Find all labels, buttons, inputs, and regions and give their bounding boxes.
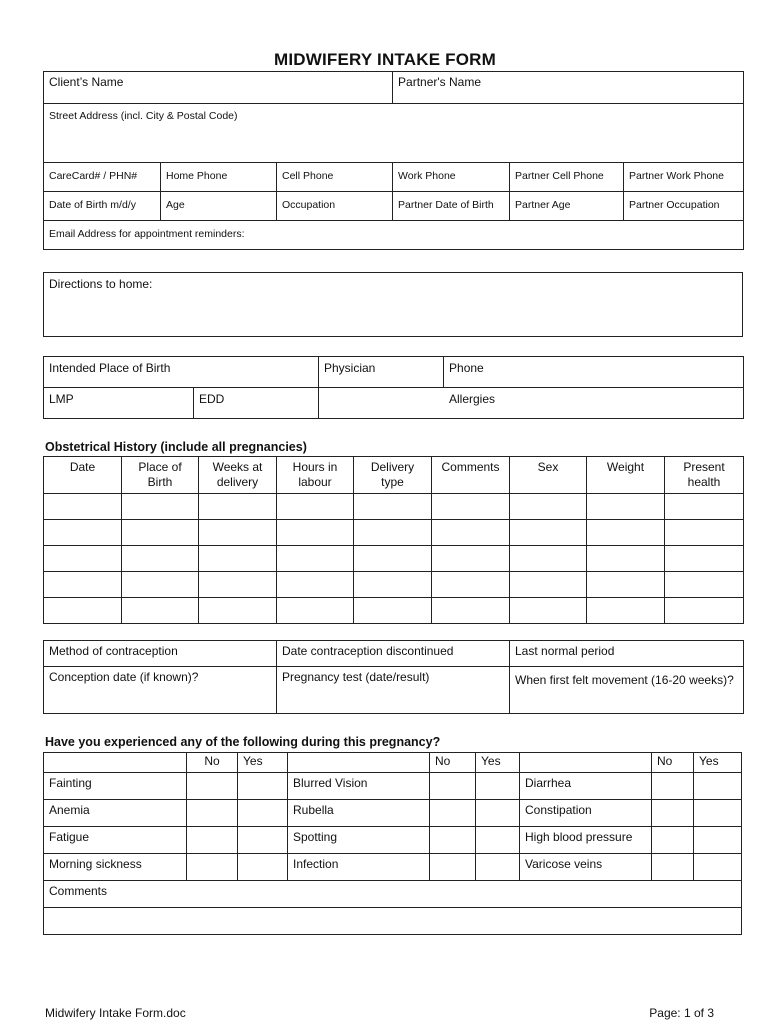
- yes-checkbox[interactable]: [694, 854, 742, 881]
- no-header: No: [430, 753, 476, 773]
- work-phone-field[interactable]: Work Phone: [393, 163, 510, 192]
- method-of-contraception-field[interactable]: Method of contraception: [44, 641, 277, 667]
- partners-name-field[interactable]: Partner's Name: [393, 72, 744, 104]
- no-header: No: [187, 753, 238, 773]
- table-cell[interactable]: [432, 572, 510, 598]
- table-cell[interactable]: [122, 494, 199, 520]
- symptom-constipation: Constipation: [520, 800, 652, 827]
- clients-name-field[interactable]: Client’s Name: [44, 72, 393, 104]
- partner-age-field[interactable]: Partner Age: [510, 192, 624, 221]
- table-cell[interactable]: [510, 572, 587, 598]
- date-discontinued-field[interactable]: Date contraception discontinued: [277, 641, 510, 667]
- symptom-fatigue: Fatigue: [44, 827, 187, 854]
- no-header: No: [652, 753, 694, 773]
- symptom-row: [44, 800, 742, 827]
- table-cell[interactable]: [432, 598, 510, 624]
- intended-place-field[interactable]: Intended Place of Birth: [44, 357, 319, 388]
- table-cell[interactable]: [277, 572, 354, 598]
- edd-field[interactable]: EDD: [194, 388, 319, 419]
- table-cell[interactable]: [432, 494, 510, 520]
- table-cell[interactable]: [44, 494, 122, 520]
- col-delivery-type: Delivery type: [354, 457, 432, 494]
- table-cell[interactable]: [665, 494, 744, 520]
- obstetrical-table: [43, 456, 744, 624]
- yes-header: Yes: [694, 753, 742, 773]
- table-cell[interactable]: [354, 572, 432, 598]
- table-cell[interactable]: [277, 494, 354, 520]
- yes-checkbox[interactable]: [476, 827, 520, 854]
- col-weight: Weight: [587, 457, 665, 494]
- symptom-rubella: Rubella: [288, 800, 430, 827]
- table-row: [44, 546, 744, 572]
- footer-page-number: Page: 1 of 3: [649, 1006, 714, 1020]
- partner-work-phone-field[interactable]: Partner Work Phone: [624, 163, 744, 192]
- yes-checkbox[interactable]: [694, 827, 742, 854]
- symptom-infection: Infection: [288, 854, 430, 881]
- table-row: [44, 494, 744, 520]
- table-cell[interactable]: [199, 520, 277, 546]
- table-cell[interactable]: [122, 546, 199, 572]
- age-field[interactable]: Age: [161, 192, 277, 221]
- table-cell[interactable]: [510, 546, 587, 572]
- table-cell[interactable]: [510, 494, 587, 520]
- client-info-table: [43, 71, 744, 250]
- table-cell[interactable]: [432, 546, 510, 572]
- table-cell[interactable]: [665, 598, 744, 624]
- table-cell[interactable]: [354, 494, 432, 520]
- no-checkbox[interactable]: [652, 773, 694, 800]
- symptom-anemia: Anemia: [44, 800, 187, 827]
- birth-plan-table: [43, 356, 744, 419]
- col-sex: Sex: [510, 457, 587, 494]
- no-checkbox[interactable]: [187, 773, 238, 800]
- table-cell[interactable]: [587, 572, 665, 598]
- partner-cell-phone-field[interactable]: Partner Cell Phone: [510, 163, 624, 192]
- col-hours-in-labour: Hours in labour: [277, 457, 354, 494]
- table-cell[interactable]: [510, 520, 587, 546]
- table-cell[interactable]: [277, 546, 354, 572]
- yes-checkbox[interactable]: [476, 854, 520, 881]
- yes-header: Yes: [238, 753, 288, 773]
- col-date: Date: [44, 457, 122, 494]
- table-cell[interactable]: [587, 598, 665, 624]
- table-cell[interactable]: [354, 520, 432, 546]
- physician-field[interactable]: Physician: [319, 357, 444, 388]
- first-movement-field[interactable]: When first felt movement (16-20 weeks)?: [510, 667, 744, 714]
- lmp-field[interactable]: LMP: [44, 388, 194, 419]
- table-cell[interactable]: [199, 598, 277, 624]
- partner-dob-field[interactable]: Partner Date of Birth: [393, 192, 510, 221]
- table-cell[interactable]: [354, 546, 432, 572]
- carecard-field[interactable]: CareCard# / PHN#: [44, 163, 161, 192]
- yes-checkbox[interactable]: [238, 800, 288, 827]
- table-cell[interactable]: [44, 572, 122, 598]
- occupation-field[interactable]: Occupation: [277, 192, 393, 221]
- yes-checkbox[interactable]: [238, 854, 288, 881]
- table-cell[interactable]: [199, 494, 277, 520]
- symptom-fainting: Fainting: [44, 773, 187, 800]
- col-present-health: Present health: [665, 457, 744, 494]
- form-title: MIDWIFERY INTAKE FORM: [273, 50, 497, 69]
- yes-checkbox[interactable]: [238, 773, 288, 800]
- table-cell[interactable]: [587, 546, 665, 572]
- col-place-of-birth: Place of Birth: [122, 457, 199, 494]
- col-comments: Comments: [432, 457, 510, 494]
- no-checkbox[interactable]: [652, 827, 694, 854]
- table-row: [44, 520, 744, 546]
- directions-table: [43, 272, 743, 337]
- no-checkbox[interactable]: [652, 800, 694, 827]
- no-checkbox[interactable]: [430, 773, 476, 800]
- directions-field[interactable]: Directions to home:: [44, 273, 743, 337]
- table-cell[interactable]: [44, 520, 122, 546]
- home-phone-field[interactable]: Home Phone: [161, 163, 277, 192]
- email-field[interactable]: Email Address for appointment reminders:: [44, 221, 744, 250]
- yes-checkbox[interactable]: [476, 773, 520, 800]
- table-row: [44, 572, 744, 598]
- table-cell[interactable]: [665, 546, 744, 572]
- symptom-row: [44, 773, 742, 800]
- symptom-spotting: Spotting: [288, 827, 430, 854]
- symptom-high-blood-pressure: High blood pressure: [520, 827, 652, 854]
- contraception-table: [43, 640, 744, 714]
- table-cell[interactable]: [354, 598, 432, 624]
- footer-filename: Midwifery Intake Form.doc: [45, 1006, 186, 1020]
- table-cell[interactable]: [122, 572, 199, 598]
- partner-occupation-field[interactable]: Partner Occupation: [624, 192, 744, 221]
- table-cell[interactable]: [44, 598, 122, 624]
- table-cell[interactable]: [510, 598, 587, 624]
- pregnancy-test-field[interactable]: Pregnancy test (date/result): [277, 667, 510, 714]
- symptoms-table: [43, 752, 742, 935]
- table-cell[interactable]: [665, 520, 744, 546]
- table-row: [44, 598, 744, 624]
- phone-field[interactable]: Phone: [444, 357, 744, 388]
- comments-field[interactable]: [44, 908, 742, 935]
- yes-header: Yes: [476, 753, 520, 773]
- symptom-morning-sickness: Morning sickness: [44, 854, 187, 881]
- no-checkbox[interactable]: [187, 827, 238, 854]
- obstetrical-heading: Obstetrical History (include all pregnancies): [45, 440, 307, 454]
- symptom-row: [44, 827, 742, 854]
- table-cell[interactable]: [122, 598, 199, 624]
- no-checkbox[interactable]: [652, 854, 694, 881]
- no-checkbox[interactable]: [430, 854, 476, 881]
- allergies-field[interactable]: Allergies: [319, 388, 744, 419]
- dob-field[interactable]: Date of Birth m/d/y: [44, 192, 161, 221]
- yes-checkbox[interactable]: [238, 827, 288, 854]
- street-address-field[interactable]: Street Address (incl. City & Postal Code): [44, 104, 744, 163]
- symptoms-heading: Have you experienced any of the following during this pregnancy?: [45, 735, 441, 749]
- table-cell[interactable]: [587, 494, 665, 520]
- comments-label: Comments: [44, 881, 742, 908]
- symptom-diarrhea: Diarrhea: [520, 773, 652, 800]
- yes-checkbox[interactable]: [694, 800, 742, 827]
- table-cell[interactable]: [665, 572, 744, 598]
- table-cell[interactable]: [432, 520, 510, 546]
- no-checkbox[interactable]: [187, 854, 238, 881]
- no-checkbox[interactable]: [430, 827, 476, 854]
- no-checkbox[interactable]: [187, 800, 238, 827]
- yes-checkbox[interactable]: [476, 800, 520, 827]
- col-weeks-at-delivery: Weeks at delivery: [199, 457, 277, 494]
- yes-checkbox[interactable]: [694, 773, 742, 800]
- table-cell[interactable]: [587, 520, 665, 546]
- cell-phone-field[interactable]: Cell Phone: [277, 163, 393, 192]
- conception-date-field[interactable]: Conception date (if known)?: [44, 667, 277, 714]
- table-cell[interactable]: [122, 520, 199, 546]
- symptom-row: [44, 854, 742, 881]
- table-cell[interactable]: [44, 546, 122, 572]
- table-cell[interactable]: [277, 520, 354, 546]
- symptom-blurred-vision: Blurred Vision: [288, 773, 430, 800]
- table-cell[interactable]: [199, 572, 277, 598]
- table-cell[interactable]: [199, 546, 277, 572]
- last-normal-period-field[interactable]: Last normal period: [510, 641, 744, 667]
- symptom-varicose-veins: Varicose veins: [520, 854, 652, 881]
- no-checkbox[interactable]: [430, 800, 476, 827]
- table-cell[interactable]: [277, 598, 354, 624]
